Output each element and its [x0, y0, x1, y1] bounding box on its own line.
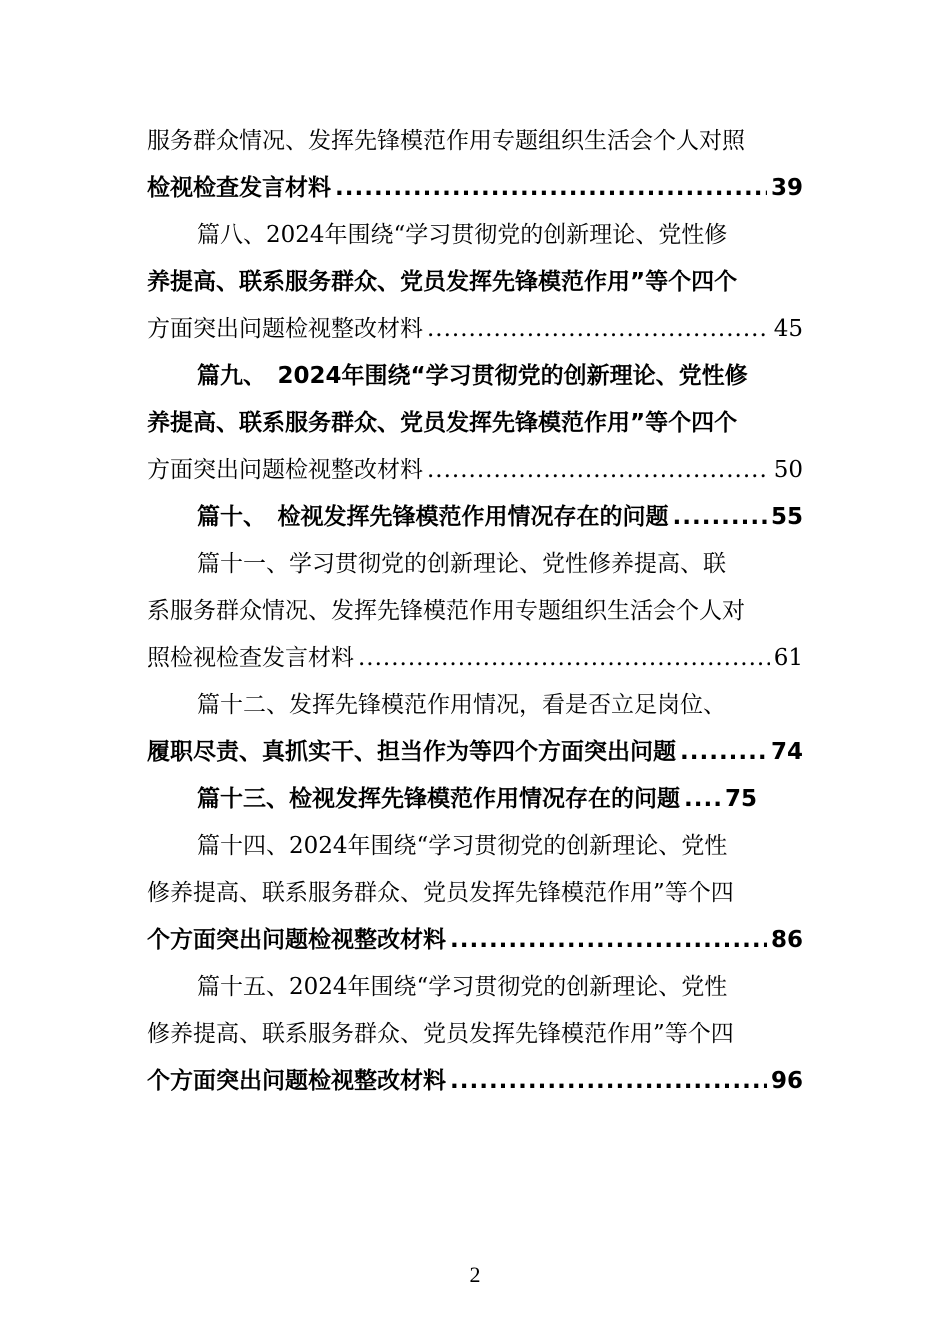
toc-entry-8-text: 方面突出问题检视整改材料 [147, 316, 423, 342]
toc-entry-8-page: 45 [773, 316, 803, 342]
dot-leader [450, 917, 767, 964]
dot-leader [684, 776, 721, 823]
toc-entry-12-line-1: 篇十二、发挥先锋模范作用情况，看是否立足岗位、 [197, 692, 726, 718]
toc-entry-12-page: 74 [770, 739, 803, 765]
toc-entry-9-text: 方面突出问题检视整改材料 [147, 457, 423, 483]
toc-entry-15-page: 96 [770, 1068, 803, 1094]
toc-entry-1-line-2[interactable] [147, 165, 803, 212]
dot-leader [358, 635, 770, 682]
toc-entry-9-line-2: 养提高、联系服务群众、党员发挥先锋模范作用”等个四个 [147, 410, 738, 436]
toc-entry-9-line-3[interactable] [147, 447, 803, 494]
toc-entry-14-page: 86 [770, 927, 803, 953]
toc-entry-13-line-1[interactable] [147, 776, 757, 823]
toc-entry-1-page: 39 [770, 175, 803, 201]
toc-entry-11-line-2: 系服务群众情况、发挥先锋模范作用专题组织生活会个人对 [147, 598, 745, 624]
toc-entry-14-line-2: 修养提高、联系服务群众、党员发挥先锋模范作用”等个四 [147, 880, 734, 906]
toc-entry-9-line-1: 篇九、 2024年围绕“学习贯彻党的创新理论、党性修 [197, 363, 748, 389]
toc-entry-9-page: 50 [773, 457, 803, 483]
toc-entry-14-line-1: 篇十四、2024年围绕“学习贯彻党的创新理论、党性 [197, 833, 728, 859]
toc-entry-11-text: 照检视检查发言材料 [147, 645, 354, 671]
page-number: 2 [469, 1262, 481, 1287]
toc-entry-13-page: 75 [724, 786, 757, 812]
dot-leader [680, 729, 767, 776]
toc-entry-14-line-3[interactable] [147, 917, 803, 964]
toc-entry-15-text: 个方面突出问题检视整改材料 [147, 1068, 446, 1094]
table-of-contents [147, 118, 803, 1105]
toc-entry-15-line-2: 修养提高、联系服务群众、党员发挥先锋模范作用”等个四 [147, 1021, 734, 1047]
toc-entry-15-line-1: 篇十五、2024年围绕“学习贯彻党的创新理论、党性 [197, 974, 728, 1000]
toc-entry-1-text: 检视检查发言材料 [147, 175, 331, 201]
toc-entry-11-line-3[interactable] [147, 635, 803, 682]
toc-entry-10-page: 55 [770, 504, 803, 530]
toc-entry-14-text: 个方面突出问题检视整改材料 [147, 927, 446, 953]
toc-entry-10-line-1[interactable] [147, 494, 803, 541]
toc-entry-8-line-1: 篇八、2024年围绕“学习贯彻党的创新理论、党性修 [197, 222, 728, 248]
toc-entry-12-text: 履职尽责、真抓实干、担当作为等四个方面突出问题 [147, 739, 676, 765]
toc-entry-13-text: 篇十三、检视发挥先锋模范作用情况存在的问题 [197, 786, 680, 812]
dot-leader [673, 494, 767, 541]
dot-leader [450, 1058, 767, 1105]
toc-entry-15-line-3[interactable] [147, 1058, 803, 1105]
toc-entry-10-text: 篇十、 检视发挥先锋模范作用情况存在的问题 [197, 504, 669, 530]
toc-entry-12-line-2[interactable] [147, 729, 803, 776]
toc-entry-11-page: 61 [773, 645, 803, 671]
dot-leader [335, 165, 767, 212]
toc-entry-8-line-2: 养提高、联系服务群众、党员发挥先锋模范作用”等个四个 [147, 269, 738, 295]
toc-entry-1-line-1: 服务群众情况、发挥先锋模范作用专题组织生活会个人对照 [147, 128, 745, 154]
dot-leader [427, 306, 770, 353]
toc-entry-11-line-1: 篇十一、学习贯彻党的创新理论、党性修养提高、联 [197, 551, 726, 577]
dot-leader [427, 447, 770, 494]
toc-entry-8-line-3[interactable] [147, 306, 803, 353]
